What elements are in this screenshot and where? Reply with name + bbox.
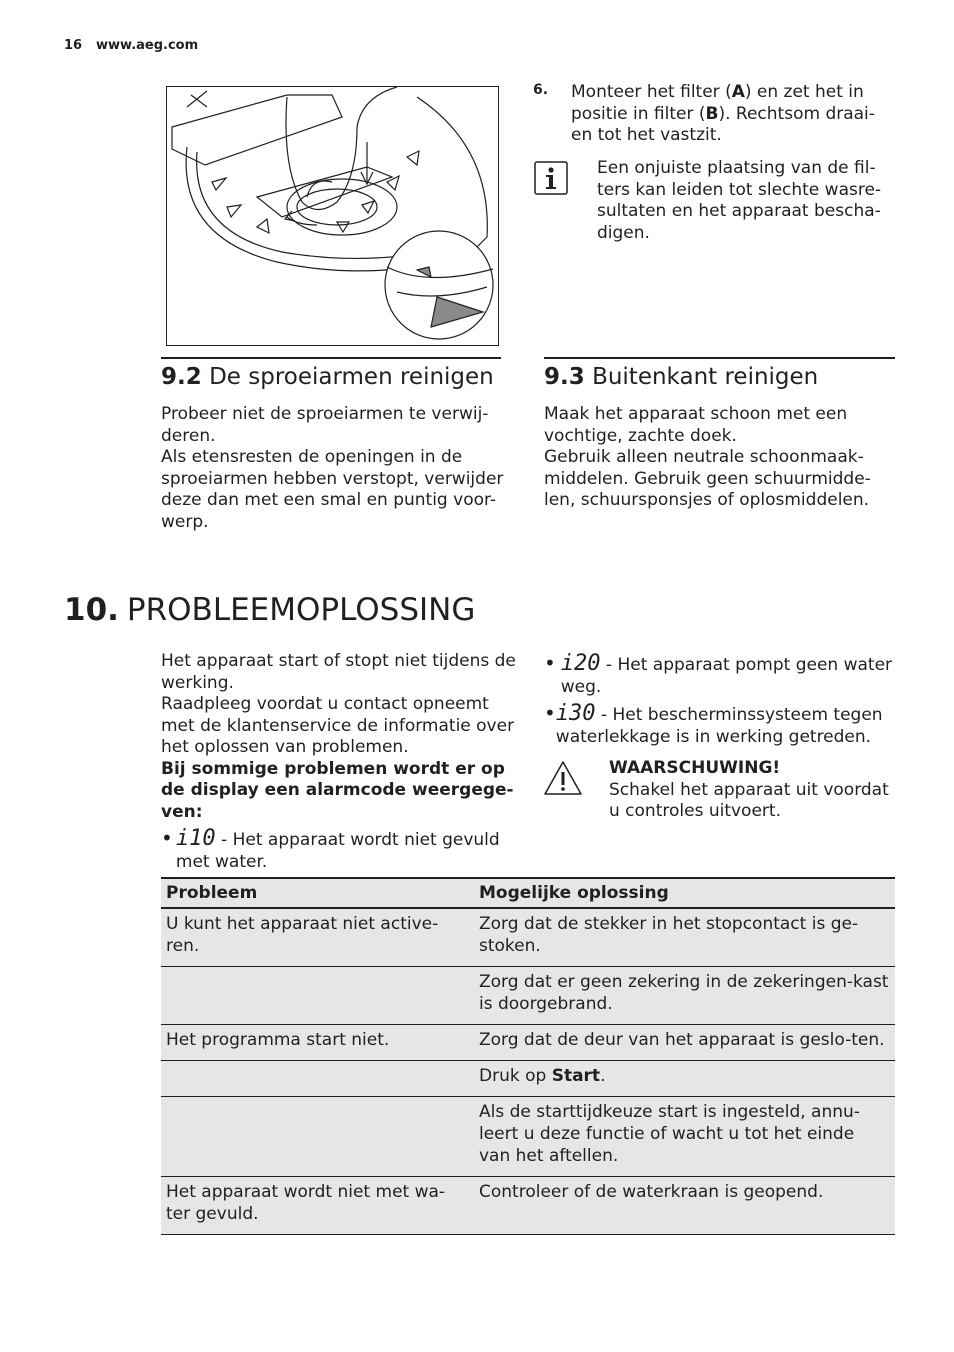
section-9-2-body: Probeer niet de sproeiarmen te verwij-deren. Als etensresten de openingen in de sproeiarmen hebben verstopt, verwijder deze dan met een smal en puntig voor-werp. (161, 404, 504, 532)
problem-cell: Het programma start niet. (161, 1025, 474, 1061)
step-number: 6. (533, 82, 549, 98)
section-9-3-body: Maak het apparaat schoon met een vochtige, zachte doek. Gebruik alleen neutrale schoonmaak-middelen. Gebruik geen schuurmidde-len, schuursponsjes of oplosmiddelen. (544, 404, 871, 510)
problem-cell (161, 967, 474, 1025)
filter-illustration (166, 86, 499, 346)
section-divider (544, 357, 895, 359)
problem-cell: Het apparaat wordt niet met wa-ter gevuld. (161, 1177, 474, 1235)
alarm-code: i30 (555, 701, 596, 726)
solution-cell: Controleer of de waterkraan is geopend. (474, 1177, 895, 1235)
problem-cell (161, 1061, 474, 1097)
section-divider (161, 357, 501, 359)
problem-cell (161, 1097, 474, 1177)
table-row (161, 967, 895, 1025)
alarm-item-i10: • i10 - Het apparaat wordt niet gevuld met water. (161, 826, 500, 872)
table-row (161, 1097, 895, 1177)
troubleshooting-table (161, 877, 895, 1235)
step-text: Monteer het filter (A) en zet het in positie in filter (B). Rechtsom draai-en tot het vastzit. (571, 82, 875, 145)
chapter-heading: 10. PROBLEEMOPLOSSING (64, 592, 476, 628)
solution-cell: Zorg dat er geen zekering in de zekeringen-kast is doorgebrand. (474, 967, 895, 1025)
filter-label-a: A (731, 82, 745, 102)
table-row (161, 1025, 895, 1061)
solution-cell: Zorg dat de deur van het apparaat is geslo-ten. (474, 1025, 895, 1061)
column-header-problem: Probleem (161, 878, 474, 908)
chapter-intro: Het apparaat start of stopt niet tijdens de werking. Raadpleeg voordat u contact opneemt met de klantenservice de informatie over het oplossen van problemen. Bij sommige problemen wordt er op de display een alarmcode weergege-ven: (161, 651, 516, 822)
warning-title: WAARSCHUWING! (609, 758, 781, 778)
warning-icon (543, 760, 583, 796)
warning-text: Schakel het apparaat uit voordat u controles uitvoert. (609, 779, 889, 821)
section-9-2-heading: 9.2 De sproeiarmen reinigen (161, 364, 494, 390)
section-9-3-heading: 9.3 Buitenkant reinigen (544, 364, 819, 390)
info-note-text: Een onjuiste plaatsing van de fil-ters kan leiden tot slechte wasre-sultaten en het apparaat bescha-digen. (597, 158, 882, 243)
start-label: Start (551, 1066, 601, 1086)
info-icon (533, 160, 569, 196)
column-header-solution: Mogelijke oplossing (474, 878, 895, 908)
solution-cell: Als de starttijdkeuze start is ingesteld, annu-leert u deze functie of wacht u tot het einde van het aftellen. (474, 1097, 895, 1177)
problem-cell: U kunt het apparaat niet active-ren. (161, 908, 474, 967)
table-row (161, 1177, 895, 1235)
page-number: 16 (64, 38, 83, 53)
alarm-item-i20: • i20 - Het apparaat pompt geen water weg. (544, 651, 893, 697)
table-row (161, 908, 895, 967)
alarm-code: i20 (560, 651, 601, 676)
solution-cell: Zorg dat de stekker in het stopcontact is ge-stoken. (474, 908, 895, 967)
alarm-code: i10 (175, 826, 216, 851)
table-header-row (161, 878, 895, 908)
warning-box (609, 758, 899, 823)
table-row (161, 1061, 895, 1097)
solution-cell: Druk op Start. (474, 1061, 895, 1097)
alarm-item-i30: • i30 - Het bescherminssysteem tegen waterlekkage is in werking getreden. (544, 701, 883, 747)
header-url: www.aeg.com (96, 38, 199, 53)
filter-label-b: B (705, 103, 719, 124)
